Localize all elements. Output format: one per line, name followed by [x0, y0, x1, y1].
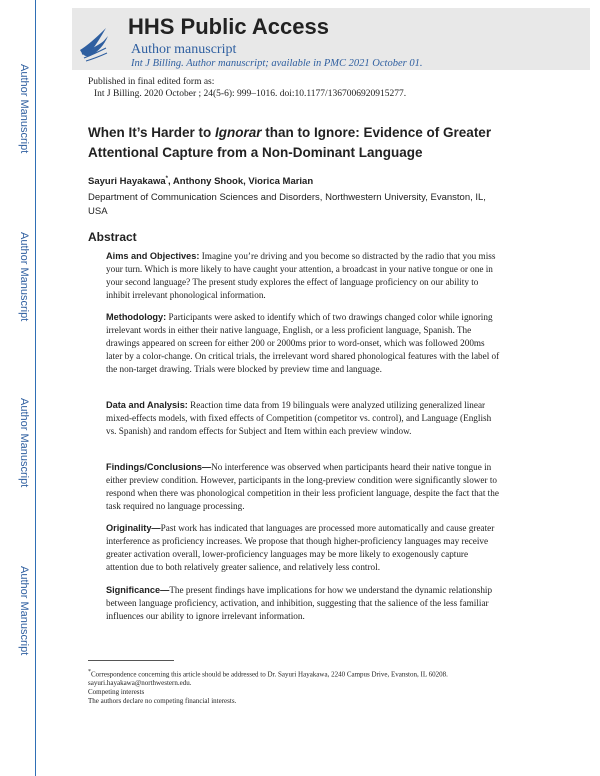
- footnote-mark: *: [88, 669, 91, 675]
- publication-info: [88, 76, 406, 100]
- hhs-eagle-logo-icon: [76, 20, 112, 64]
- section-text: No interference was observed when participants heard their native tongue in either preview condition. However, participants in the long-preview condition were significantly slower to respond when there was phonological competition in their less proficient language, despite the fact that the task required no language processing.: [106, 462, 499, 512]
- section-label: Significance—: [106, 585, 170, 595]
- author-names: , Anthony Shook, Viorica Marian: [167, 176, 314, 188]
- section-label: Methodology:: [106, 312, 167, 322]
- publication-line: Published in final edited form as:: [88, 77, 215, 87]
- abstract-section: [106, 250, 502, 302]
- sidebar-label: Author Manuscript: [18, 64, 30, 154]
- paper-title: [88, 123, 558, 163]
- author-manuscript-sidebar: [0, 0, 34, 776]
- author-list: [88, 176, 313, 187]
- abstract-section: [106, 522, 502, 574]
- hhs-title: HHS Public Access: [128, 14, 329, 39]
- title-italic: Ignorar: [215, 125, 262, 140]
- section-label: Aims and Objectives:: [106, 251, 200, 261]
- section-text: The present findings have implications for how we understand the dynamic relationship between language proficiency, activation, and inhibition, suggesting that the salience of the less familiar influences our ability to ignore irrelevant information.: [106, 585, 493, 622]
- correspondence-mark: *: [165, 176, 168, 182]
- abstract-section: [106, 311, 502, 376]
- competing-interests-heading: Competing interests: [88, 688, 145, 696]
- sidebar-label: Author Manuscript: [18, 398, 30, 488]
- abstract-section: [106, 461, 502, 513]
- author-name: Sayuri Hayakawa: [88, 176, 166, 188]
- title-part: than to Ignore: Evidence of Greater Attentional Capture from a Non-Dominant Language: [88, 125, 492, 160]
- section-label: Data and Analysis:: [106, 400, 188, 410]
- section-text: Participants were asked to identify which of two drawings changed color while ignoring irrelevant words in either their native language, English, or a less proficient language, Spanish. The drawings appeared on screen for either 200 or 2000ms prior to word-onset, which was followed 200ms later by a color-change. On critical trials, the irrelevant word shared phonological features with the label of the non-target drawing. Trials were blocked by preview time and language.: [106, 312, 500, 375]
- abstract-section: [106, 584, 502, 623]
- competing-interests-text: The authors declare no competing financial interests.: [88, 697, 237, 705]
- abstract-section: [106, 399, 502, 438]
- section-text: Imagine you’re driving and you become so distracted by the radio that you miss your turn. Which is more likely to have caught your attention, a broadcast in your native tongue or one in your second language? The present study explores the effect of language proficiency on our ability to inhibit irrelevant phonological information.: [106, 251, 496, 301]
- footnote-rule: [88, 660, 174, 661]
- correspondence-footnote: [88, 668, 528, 688]
- abstract-heading: Abstract: [88, 230, 137, 244]
- sidebar-label: Author Manuscript: [18, 566, 30, 656]
- affiliation: Department of Communication Sciences and Disorders, Northwestern University, Evanston, IL, USA: [88, 192, 486, 217]
- section-text: Reaction time data from 19 bilinguals were analyzed utilizing generalized linear mixed-effects models, with fixed effects of Competition (competitor vs. control), and Language (English vs. Spanish) and random effects for Subject and Item within each preview window.: [106, 400, 492, 437]
- hhs-subtitle: Author manuscript: [131, 42, 237, 57]
- hhs-journal-line: Int J Billing. Author manuscript; available in PMC 2021 October 01.: [131, 58, 423, 69]
- title-part: When It’s Harder to: [88, 125, 216, 140]
- footnote-text: Correspondence concerning this article should be addressed to Dr. Sayuri Hayakawa, 2240 Campus Drive, Evanston, IL 60208. sayuri.hayakawa@northwestern.edu.: [88, 670, 448, 688]
- section-label: Originality—: [106, 523, 161, 533]
- publication-citation: Int J Billing. 2020 October ; 24(5-6): 999–1016. doi:10.1177/1367006920915277.: [94, 89, 407, 99]
- sidebar-divider: [35, 0, 36, 776]
- section-label: Findings/Conclusions—: [106, 462, 212, 472]
- section-text: Past work has indicated that languages are processed more automatically and cause greater interference as proficiency increases. We propose that though higher-proficiency languages may receive greater activation overall, lower-proficiency languages may be more likely to exogenously capture attention due to both relatively greater salience, and relatively less control.: [106, 523, 495, 573]
- sidebar-label: Author Manuscript: [18, 232, 30, 322]
